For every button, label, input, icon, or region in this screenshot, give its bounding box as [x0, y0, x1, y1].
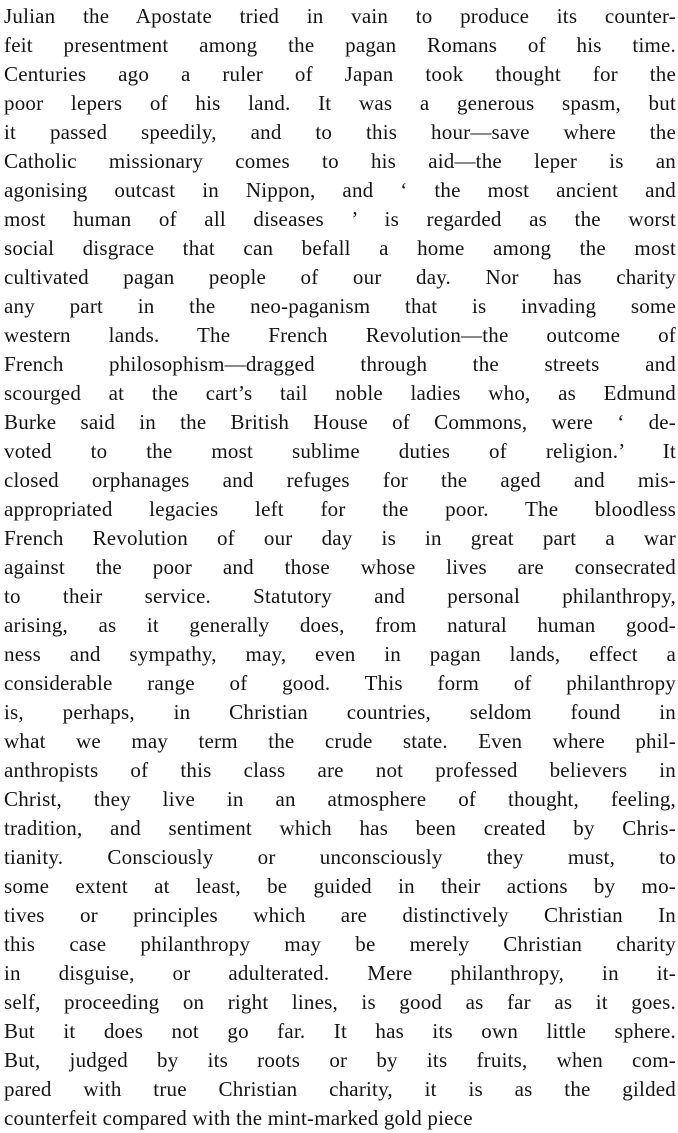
text-line: feit presentment among the pagan Romans of his time. — [4, 33, 676, 57]
text-line: But it does not go far. It has its own little sphere. — [4, 1019, 676, 1043]
text-line: social disgrace that can befall a home among the most — [4, 236, 676, 260]
text-line: French philosophism—dragged through the streets and — [4, 352, 676, 376]
text-line: counterfeit compared with the mint-marked gold piece — [4, 1106, 473, 1130]
text-line: some extent at least, be guided in their actions by mo- — [4, 874, 676, 898]
text-line: Julian the Apostate tried in vain to produce its counter- — [4, 4, 676, 28]
text-line: Catholic missionary comes to his aid—the leper is an — [4, 149, 676, 173]
body-text — [4, 2, 676, 1133]
text-line: any part in the neo-paganism that is invading some — [4, 294, 676, 318]
text-line: it passed speedily, and to this hour—save where the — [4, 120, 676, 144]
text-line: against the poor and those whose lives are consecrated — [4, 555, 676, 579]
text-line: voted to the most sublime duties of religion.’ It — [4, 439, 676, 463]
text-line: tives or principles which are distinctively Christian In — [4, 903, 676, 927]
text-line: cultivated pagan people of our day. Nor has charity — [4, 265, 676, 289]
text-line: tianity. Consciously or unconsciously they must, to — [4, 845, 676, 869]
text-line: in disguise, or adulterated. Mere philanthropy, in it- — [4, 961, 676, 985]
text-line: anthropists of this class are not professed believers in — [4, 758, 676, 782]
text-line: ness and sympathy, may, even in pagan lands, effect a — [4, 642, 676, 666]
text-line: Christ, they live in an atmosphere of thought, feeling, — [4, 787, 676, 811]
text-line: arising, as it generally does, from natural human good- — [4, 613, 676, 637]
text-line: western lands. The French Revolution—the outcome of — [4, 323, 676, 347]
text-line: this case philanthropy may be merely Christian charity — [4, 932, 676, 956]
text-line: is, perhaps, in Christian countries, seldom found in — [4, 700, 676, 724]
text-line: most human of all diseases ’ is regarded as the worst — [4, 207, 676, 231]
text-line: French Revolution of our day is in great part a war — [4, 526, 676, 550]
text-line: self, proceeding on right lines, is good as far as it goes. — [4, 990, 676, 1014]
text-line: to their service. Statutory and personal philanthropy, — [4, 584, 676, 608]
text-line: what we may term the crude state. Even where phil- — [4, 729, 676, 753]
text-line: Burke said in the British House of Commons, were ‘ de- — [4, 410, 676, 434]
text-line: tradition, and sentiment which has been created by Chris- — [4, 816, 676, 840]
text-line: pared with true Christian charity, it is as the gilded — [4, 1077, 676, 1101]
text-line: scourged at the cart’s tail noble ladies who, as Edmund — [4, 381, 676, 405]
text-line: poor lepers of his land. It was a generous spasm, but — [4, 91, 676, 115]
text-line: closed orphanages and refuges for the aged and mis- — [4, 468, 676, 492]
text-line: Centuries ago a ruler of Japan took thought for the — [4, 62, 676, 86]
text-line: But, judged by its roots or by its fruits, when com- — [4, 1048, 676, 1072]
text-line: agonising outcast in Nippon, and ‘ the most ancient and — [4, 178, 676, 202]
text-line: appropriated legacies left for the poor. The bloodless — [4, 497, 676, 521]
text-line: considerable range of good. This form of philanthropy — [4, 671, 676, 695]
